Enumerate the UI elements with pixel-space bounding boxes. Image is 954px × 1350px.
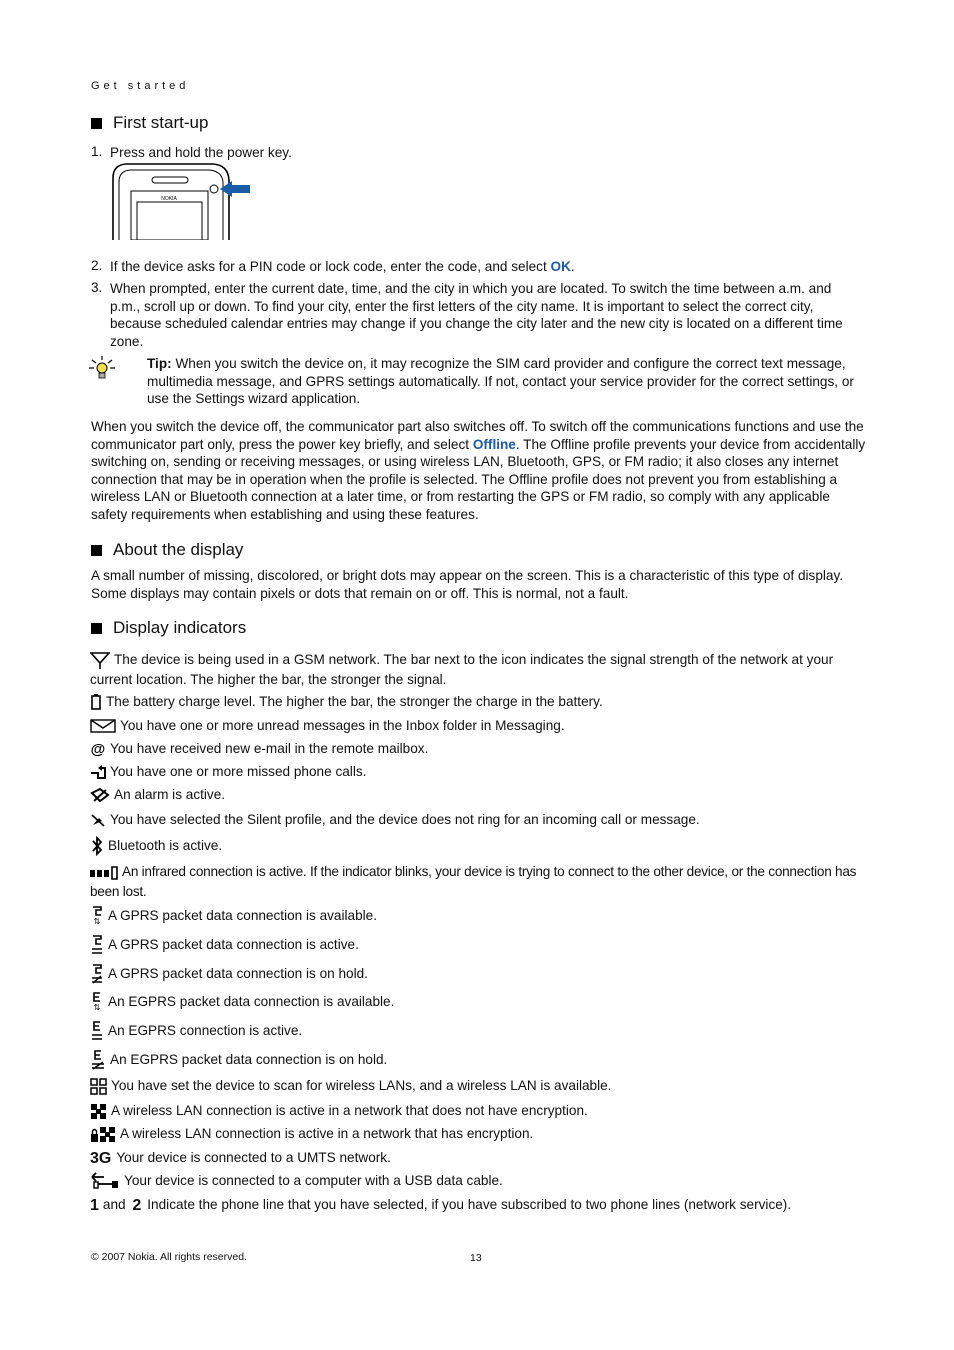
indicator-row: An infrared connection is active. If the indicator blinks, your device is trying to connect to the other device, or the connection has been lost. bbox=[90, 864, 857, 899]
battery-icon bbox=[90, 694, 102, 710]
wlan-encrypted-icon bbox=[90, 1126, 116, 1143]
wlan-available-icon bbox=[90, 1078, 107, 1095]
egprs-hold-icon bbox=[90, 1050, 106, 1070]
egprs-active-icon bbox=[90, 1021, 104, 1041]
indicator-row: The device is being used in a GSM network. The bar next to the icon indicates the signal strength of the network at your current location. The higher the bar, the stronger the signal. bbox=[90, 652, 834, 687]
step-number: 3. bbox=[91, 280, 103, 295]
heading-bullet bbox=[91, 118, 102, 129]
step-text: When prompted, enter the current date, time, and the city in which you are located. To switch the time between a.m. and p.m., scroll up or down. To find your city, enter the first letters of the city name. It is important to select the correct city, because scheduled calendar entries may change if you change the city later and the new city is located on a different time zone. bbox=[110, 281, 843, 349]
svg-text:@: @ bbox=[90, 741, 106, 758]
indicator-row: A wireless LAN connection is active in a network that does not have encryption. bbox=[90, 1101, 866, 1121]
wlan-unencrypted-icon bbox=[90, 1103, 107, 1120]
footer-copyright: © 2007 Nokia. All rights reserved. bbox=[91, 1251, 247, 1263]
indicator-row: ⇅ An EGPRS packet data connection is available. bbox=[90, 992, 866, 1012]
bluetooth-icon bbox=[90, 836, 104, 856]
indicator-row: You have set the device to scan for wireless LANs, and a wireless LAN is available. bbox=[90, 1076, 866, 1096]
step-number: 2. bbox=[91, 258, 103, 273]
indicator-row: You have one or more missed phone calls. bbox=[90, 762, 866, 782]
svg-text:⇅: ⇅ bbox=[93, 917, 101, 927]
heading-text: Display indicators bbox=[113, 618, 247, 637]
heading-text: First start-up bbox=[113, 113, 209, 132]
lightbulb-icon bbox=[88, 355, 116, 381]
line-two-icon: 2 bbox=[132, 1196, 142, 1214]
gprs-active-icon bbox=[90, 935, 104, 955]
alarm-icon bbox=[90, 787, 110, 803]
indicator-row: A GPRS packet data connection is active. bbox=[90, 935, 866, 955]
gprs-hold-icon bbox=[90, 964, 104, 984]
line-one-icon: 1 bbox=[90, 1196, 99, 1214]
section-heading-about-display bbox=[91, 540, 243, 560]
running-header: Get started bbox=[91, 80, 190, 92]
indicator-row: Bluetooth is active. bbox=[90, 836, 866, 856]
tip-paragraph: Tip: When you switch the device on, it may recognize the SIM card provider and configure the correct text message, multimedia message, and GPRS settings automatically. If not, contact your service provider for the correct settings, or use the Settings wizard application. bbox=[147, 356, 854, 407]
indicator-row: An EGPRS packet data connection is on hold. bbox=[90, 1050, 866, 1070]
gprs-available-icon bbox=[90, 906, 104, 926]
power-key-illustration bbox=[108, 160, 258, 240]
missed-call-icon bbox=[90, 765, 106, 779]
device-brand-label: NOKIA bbox=[161, 196, 177, 202]
silent-profile-icon bbox=[90, 812, 106, 828]
step-text: If the device asks for a PIN code or lock code, enter the code, and select OK. bbox=[110, 259, 575, 274]
page-number: 13 bbox=[470, 1252, 482, 1264]
offline-paragraph: When you switch the device off, the communicator part also switches off. To switch off the communications functions and use the communicator part only, press the power key briefly, and select Offline. The Offline profile prevents your device from accidentally switching on, sending or receiving messages, or using wireless LAN, Bluetooth, GPS, or FM radio; it also closes any internet connection that may be in operation when the profile is selected. The Offline profile does not prevent you from establishing a wireless LAN or Bluetooth connection at a later time, or from restarting the GPS or FM radio, so comply with any applicable safety requirements when establishing and using these features. bbox=[91, 419, 866, 522]
section-heading-display-indicators bbox=[91, 618, 246, 638]
indicator-row: 3G Your device is connected to a UMTS network. bbox=[90, 1149, 391, 1167]
indicator-row: An EGPRS connection is active. bbox=[90, 1021, 866, 1041]
heading-text: About the display bbox=[113, 540, 244, 559]
usb-cable-icon bbox=[90, 1172, 120, 1190]
infrared-icon bbox=[90, 864, 118, 880]
svg-text:⇅: ⇅ bbox=[93, 1003, 101, 1013]
envelope-icon bbox=[90, 719, 116, 733]
gsm-network-icon bbox=[90, 651, 110, 669]
arrow-icon bbox=[220, 181, 250, 197]
indicator-row: The battery charge level. The higher the bar, the stronger the charge in the battery. bbox=[90, 692, 866, 712]
indicator-row: @ You have received new e-mail in the remote mailbox. bbox=[90, 741, 429, 758]
section-heading-first-startup bbox=[91, 113, 208, 133]
ok-link[interactable]: OK bbox=[550, 259, 571, 274]
step-number: 1. bbox=[91, 144, 103, 159]
indicator-row: ⇅ A GPRS packet data connection is available. bbox=[90, 906, 866, 926]
indicator-row: A wireless LAN connection is active in a network that has encryption. bbox=[90, 1124, 866, 1144]
indicator-row: You have one or more unread messages in the Inbox folder in Messaging. bbox=[90, 716, 866, 736]
indicator-row: You have selected the Silent profile, and the device does not ring for an incoming call or message. bbox=[90, 810, 866, 830]
at-sign-icon bbox=[90, 741, 106, 757]
indicator-row: Your device is connected to a computer with a USB data cable. bbox=[90, 1171, 866, 1191]
indicator-row: A GPRS packet data connection is on hold. bbox=[90, 964, 866, 984]
indicator-row: 1 and 2 Indicate the phone line that you have selected, if you have subscribed to two phone lines (network service). bbox=[90, 1196, 792, 1214]
display-paragraph: A small number of missing, discolored, or bright dots may appear on the screen. This is a characteristic of this type of display. Some displays may contain pixels or dots that remain on or off. This is normal, not a fault. bbox=[91, 568, 844, 601]
indicator-row: An alarm is active. bbox=[90, 785, 866, 805]
offline-link[interactable]: Offline bbox=[472, 436, 516, 452]
umts-3g-icon: 3G bbox=[90, 1149, 112, 1167]
egprs-available-icon bbox=[90, 992, 104, 1012]
step-text: Press and hold the power key. bbox=[110, 145, 292, 160]
heading-bullet bbox=[91, 545, 102, 556]
heading-bullet bbox=[91, 623, 102, 634]
